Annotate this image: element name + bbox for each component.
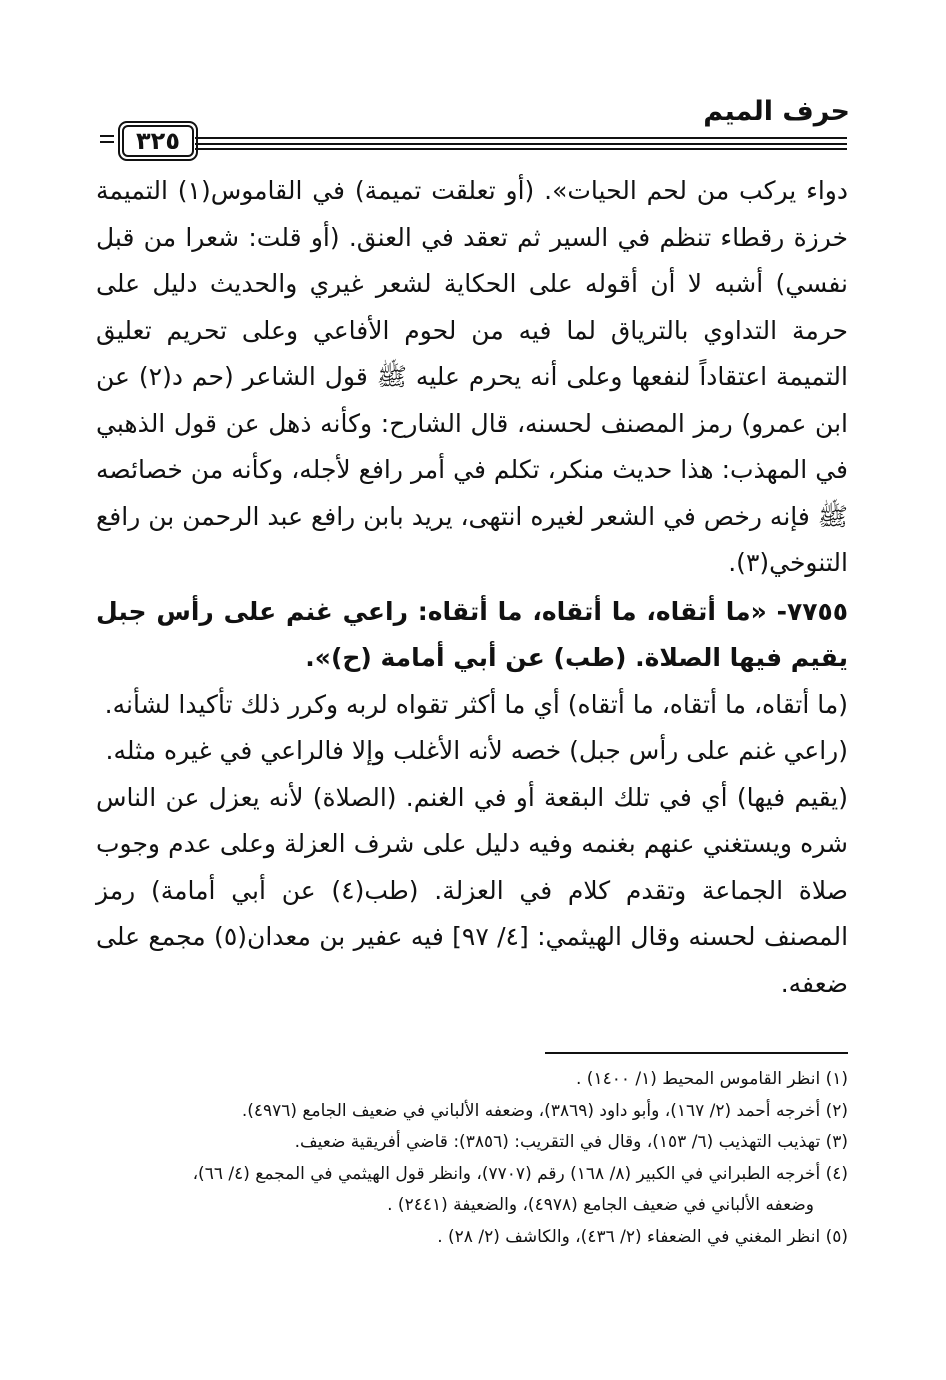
hadith-7755: ٧٧٥٥- «ما أتقاه، ما أتقاه، ما أتقاه: راعي غنم على رأس جبل يقيم فيها الصلاة. (طب) عن أبي أمامة (ح)».	[96, 596, 848, 672]
footnote-4: (٤) أخرجه الطبراني في الكبير (٨/ ١٦٨) رقم (٧٧٠٧)، وانظر قول الهيثمي في المجمع (٤/ ٦٦)،	[192, 1163, 848, 1184]
footnote-5: (٥) انظر المغني في الضعفاء (٢/ ٤٣٦)، والكاشف (٢/ ٢٨) .	[437, 1226, 848, 1247]
chapter-title: حرف الميم	[703, 96, 850, 127]
commentary-paragraph-1: دواء يركب من لحم الحيات». (أو تعلقت تميمة) في القاموس(١) التميمة خرزة رقطاء تنظم في السير ثم تعقد في العنق. (أو قلت: شعرا من قبل نفسي) أشبه لا أن أقوله على الحكاية لشعر غيري والحديث دليل على حرمة التداوي بالترياق لما فيه من لحوم الأفاعي وعلى تحريم تعليق التميمة اعتقاداً لنفعها وعلى أنه يحرم عليه ﷺ قول الشاعر (حم د(٢) عن ابن عمرو) رمز المصنف لحسنه، قال الشارح: وكأنه ذهل عن قول الذهبي في المهذب: هذا حديث منكر، تكلم في أمر رافع لأجله، وكأنه من خصائصه ﷺ فإنه رخص في الشعر لغيره انتهى، يريد بابن رافع عبد الرحمن بن رافع التنوخي(٣).	[96, 176, 848, 577]
footnotes	[120, 1064, 848, 1253]
header-ornament	[100, 131, 114, 147]
footnote-4-continued: وضعفه الألباني في ضعيف الجامع (٤٩٧٨)، والضعيفة (٢٤٤١) .	[387, 1195, 814, 1215]
commentary-paragraph-2: (ما أتقاه، ما أتقاه، ما أتقاه) أي ما أكثر تقواه لربه وكرر ذلك تأكيدا لشأنه.	[104, 689, 848, 719]
main-text	[96, 168, 848, 1007]
header-rule	[195, 117, 847, 153]
footnote-2: (٢) أخرجه أحمد (٢/ ١٦٧)، وأبو داود (٣٨٦٩)، وضعفه الألباني في ضعيف الجامع (٤٩٧٦).	[241, 1100, 848, 1121]
footnote-1: (١) انظر القاموس المحيط (١/ ١٤٠٠) .	[576, 1069, 848, 1089]
page-number: ٣٢٥	[122, 125, 194, 157]
commentary-paragraph-3: (راعي غنم على رأس جبل) خصه لأنه الأغلب وإلا فالراعي في غيره مثله.	[105, 736, 848, 765]
commentary-paragraph-4: (يقيم فيها) أي في تلك البقعة أو في الغنم. (الصلاة) لأنه يعزل عن الناس شره ويستغني عنهم بغنمه وفيه دليل على شرف العزلة وعلى عدم وجوب صلاة الجماعة وتقدم كلام في العزلة. (طب(٤) عن أبي أمامة) رمز المصنف لحسنه وقال الهيثمي: [٤/ ٩٧] فيه عفير بن معدان(٥) مجمع على ضعفه.	[96, 782, 849, 998]
footnote-divider	[545, 1052, 848, 1054]
footnote-3: (٣) تهذيب التهذيب (٦/ ١٥٣)، وقال في التقريب: (٣٨٥٦): قاضي أفريقية ضعيف.	[294, 1132, 848, 1152]
